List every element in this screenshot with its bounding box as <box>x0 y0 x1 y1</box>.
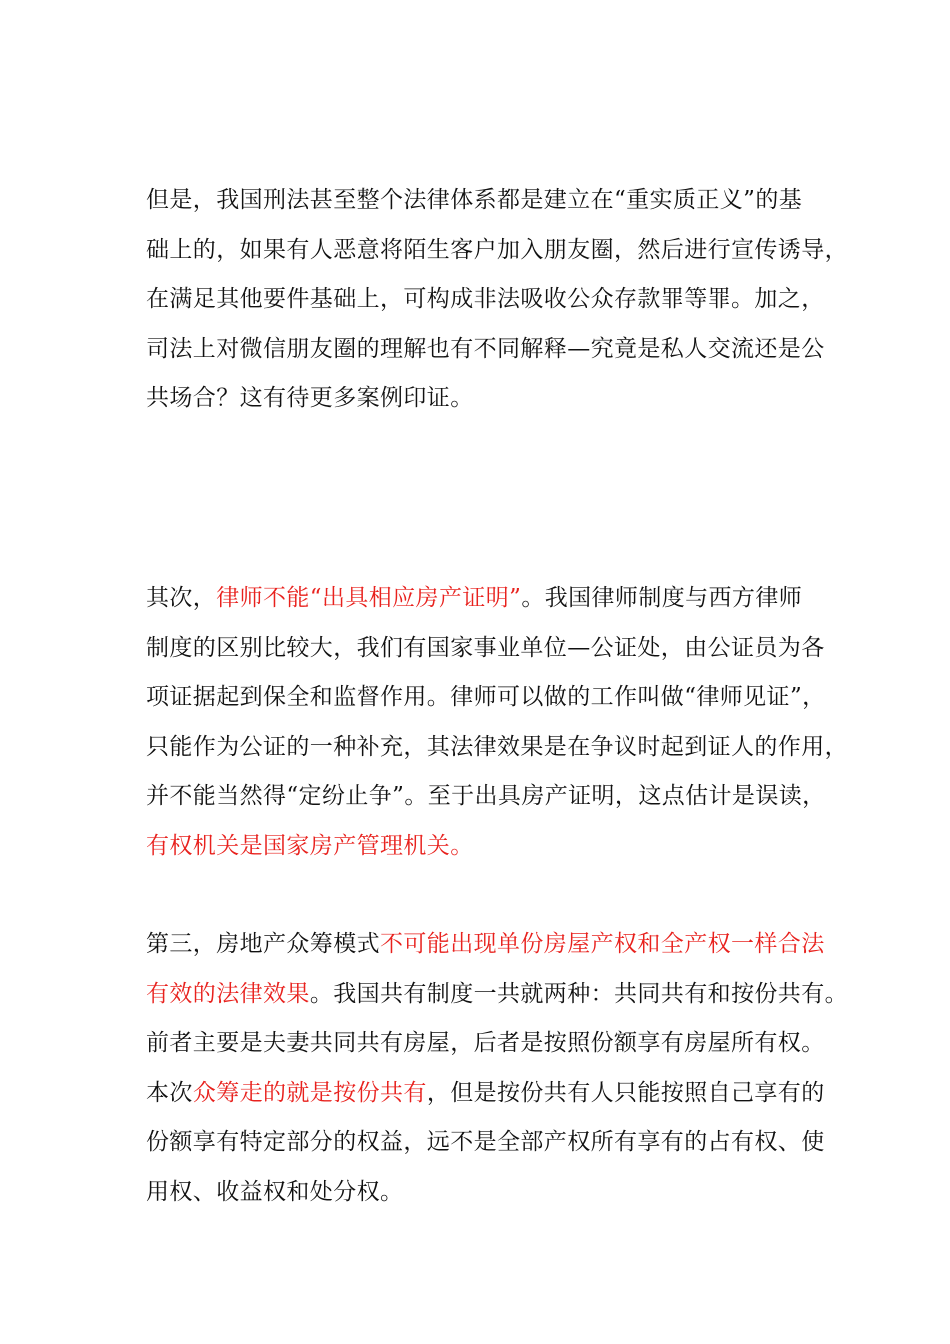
body-text: 础上的，如果有人恶意将陌生客户加入朋友圈，然后进行宣传诱导， <box>146 236 848 263</box>
paragraph-co-ownership <box>146 920 849 1217</box>
text-line <box>146 920 825 970</box>
body-text: 用权、收益权和处分权。 <box>146 1178 404 1205</box>
text-line <box>146 176 818 226</box>
paragraph-wechat-moments <box>146 176 848 424</box>
text-line <box>146 1019 825 1069</box>
body-text: 前者主要是夫妻共同共有房屋，后者是按照份额享有房屋所有权。 <box>146 1030 825 1056</box>
body-text: 其次， <box>146 585 217 611</box>
body-text: 制度的区别比较大，我们有国家事业单位—公证处，由公证员为各 <box>146 634 825 661</box>
text-line <box>146 673 826 723</box>
text-line <box>146 1069 825 1119</box>
text-line <box>146 275 825 325</box>
body-text: 司法上对微信朋友圈的理解也有不同解释—究竟是私人交流还是公 <box>146 335 825 362</box>
highlighted-text: 众筹走的就是按份共有 <box>192 1079 427 1106</box>
body-text: 但是，我国刑法甚至整个法律体系都是建立在“重实质正义”的基 <box>146 187 803 213</box>
body-text: 。我国共有制度一共就两种：共同共有和按份共有。 <box>309 980 849 1007</box>
body-text: 项证据起到保全和监督作用。律师可以做的工作叫做“律师见证”， <box>146 684 826 710</box>
text-line <box>146 1168 818 1218</box>
body-text: 第三，房地产众筹模式 <box>146 931 380 957</box>
text-line <box>146 723 848 773</box>
body-text: 本次 <box>146 1079 193 1106</box>
text-line <box>146 772 826 822</box>
highlighted-text: 有权机关是国家房产管理机关。 <box>146 832 474 859</box>
highlighted-text: 律师不能“出具相应房产证明” <box>216 585 522 611</box>
text-line <box>146 970 849 1020</box>
text-line <box>146 374 818 424</box>
text-line <box>146 624 825 674</box>
body-text: 并不能当然得“定纷止争”。至于出具房产证明，这点估计是误读， <box>146 783 826 809</box>
text-line <box>146 1118 825 1168</box>
highlighted-text: 不可能出现单份房屋产权和全产权一样合法 <box>380 931 825 957</box>
text-line <box>146 325 825 375</box>
paragraph-lawyer-certification <box>146 574 848 871</box>
highlighted-text: 有效的法律效果 <box>146 980 310 1007</box>
body-text: 共场合？这有待更多案例印证。 <box>146 385 474 411</box>
body-text: 只能作为公证的一种补充，其法律效果是在争议时起到证人的作用， <box>146 733 848 760</box>
body-text: ，但是按份共有人只能按照自己享有的 <box>426 1079 825 1106</box>
text-line <box>146 822 818 872</box>
body-text: 。我国律师制度与西方律师 <box>521 585 803 611</box>
body-text: 在满足其他要件基础上，可构成非法吸收公众存款罪等罪。加之， <box>146 286 825 312</box>
text-line <box>146 226 848 276</box>
body-text: 份额享有特定部分的权益，远不是全部产权所有享有的占有权、使 <box>146 1129 825 1155</box>
text-line <box>146 574 818 624</box>
